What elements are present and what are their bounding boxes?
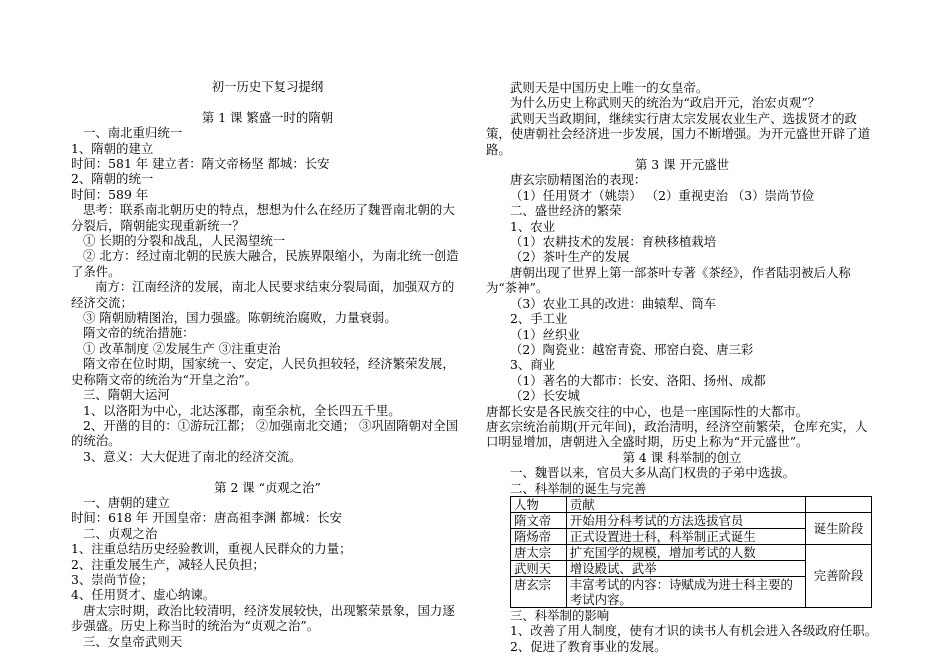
subsection-heading: 3、商业 <box>510 357 556 373</box>
table-cell-person: 隋炀帝 <box>511 528 567 544</box>
lesson-2-title: 第 2 课 “贞观之治” <box>214 479 321 495</box>
section-heading: 一、南北重归统一 <box>83 125 183 141</box>
left-column <box>71 79 464 649</box>
text-line: 1、以洛阳为中心，北达涿郡，南至余杭，全长四五千里。 <box>83 402 401 418</box>
document-title: 初一历史下复习提纲 <box>211 79 324 94</box>
text-line: 唐都长安是各民族交往的中心，也是一座国际性的大都市。 <box>486 403 809 419</box>
text-line: 4、任用贤才、虚心纳谏。 <box>71 587 216 603</box>
keju-table <box>510 496 872 608</box>
text-line: （1）农耕技术的发展：育秧移植栽培 <box>510 234 717 250</box>
section-heading: 一、魏晋以来，官员大多从高门权贵的子弟中选拔。 <box>510 465 795 481</box>
text-line: （2）长安城 <box>510 388 580 404</box>
text-line: 时间：589 年 <box>71 186 149 202</box>
text-line: 唐玄宗励精图治的表现： <box>510 172 647 188</box>
subsection-heading: 2、手工业 <box>510 311 568 327</box>
table-cell-contrib: 丰富考试的内容：诗赋成为进士科主要的考试内容。 <box>566 576 805 607</box>
section-heading: 三、科举制的影响 <box>510 607 610 623</box>
lesson-1-title: 第 1 课 繁盛一时的隋朝 <box>201 109 334 125</box>
table-row <box>511 544 872 560</box>
text-line: （3）农业工具的改进：曲辕犁、筒车 <box>510 295 717 311</box>
section-heading: 三、女皇帝武则天 <box>83 633 183 649</box>
table-cell-person: 唐太宗 <box>511 544 567 560</box>
table-row <box>511 512 872 528</box>
subsection-heading: 1、农业 <box>510 218 556 234</box>
table-header-cell: 贡献 <box>566 496 805 512</box>
table-header-row <box>511 496 872 512</box>
table-cell-contrib: 扩充国学的规模，增加考试的人数 <box>566 544 805 560</box>
paragraph: 武则天当政期间，继续实行唐太宗发展农业生产、选拔贤才的政策，使唐朝社会经济进一步发展，国力不断增强。为开元盛世开辟了道路。 <box>486 110 871 157</box>
text-line: 3、崇尚节俭； <box>71 571 154 587</box>
text-line: ① 改革制度 ②发展生产 ③注重吏治 <box>83 340 281 356</box>
lesson-4-title: 第 4 课 科举制的创立 <box>622 449 742 465</box>
table-cell-person: 武则天 <box>511 560 567 576</box>
text-line: 2、促进了教育事业的发展。 <box>510 638 667 654</box>
text-line: 时间：618 年 开国皇帝：唐高祖李渊 都城：长安 <box>71 510 342 526</box>
lesson-3-title: 第 3 课 开元盛世 <box>634 157 730 173</box>
table-cell-contrib: 开始用分科考试的方法选拔官员 <box>566 512 805 528</box>
text-line: （1）著名的大都市：长安、洛阳、扬州、成都 <box>510 372 766 388</box>
table-cell-contrib: 正式设置进士科，科举制正式诞生 <box>566 528 805 544</box>
table-header-cell: 人物 <box>511 496 567 512</box>
paragraph: 南方：江南经济的发展，南北人民要求结束分裂局面，加强双方的经济交流； <box>71 279 455 310</box>
section-heading: 二、贞观之治 <box>83 525 158 541</box>
paragraph: 思考：联系南北朝历史的特点，想想为什么在经历了魏晋南北朝的大分裂后，隋朝能实现重新统一？ <box>71 202 455 233</box>
section-heading: 一、唐朝的建立 <box>83 494 170 510</box>
text-line: 2、注重发展生产，减轻人民负担； <box>71 556 265 572</box>
section-heading: 二、科举制的诞生与完善 <box>510 480 647 496</box>
table-header-cell <box>806 496 872 512</box>
paragraph: 唐太宗时期，政治比较清明，经济发展较快，出现繁荣景象，国力逐步强盛。历史上称当时的统治为“贞观之治”。 <box>71 602 455 634</box>
stage-cell: 完善阶段 <box>806 544 872 607</box>
text-line: （2）陶瓷业：越窑青瓷、邢窑白瓷、唐三彩 <box>510 341 754 357</box>
text-line: 1、改善了用人制度，使有才识的读书人有机会进入各级政府任职。 <box>510 623 878 639</box>
text-line: 时间：581 年 建立者：隋文帝杨坚 都城：长安 <box>71 156 330 172</box>
paragraph: ② 北方：经过南北朝的民族大融合，民族界限缩小，为南北统一创造了条件。 <box>71 248 459 279</box>
section-heading: 二、盛世经济的繁荣 <box>510 203 622 219</box>
text-line: 1、注重总结历史经验教训，重视人民群众的力量； <box>71 541 352 557</box>
text-line: 为什么历史上称武则天的统治为“政启开元，治宏贞观”？ <box>510 95 821 111</box>
table-cell-contrib: 增设殿试、武举 <box>566 560 805 576</box>
text-line: （1）丝织业 <box>510 326 580 342</box>
table-cell-person: 唐玄宗 <box>511 576 567 607</box>
text-line: ① 长期的分裂和战乱，人民渴望统一 <box>83 233 286 249</box>
subsection-heading: 1、隋朝的建立 <box>71 140 154 156</box>
right-column <box>486 80 878 654</box>
paragraph: 唐朝出现了世界上第一部茶叶专著《茶经》，作者陆羽被后人称为“茶神”。 <box>486 264 851 296</box>
stage-cell: 诞生阶段 <box>806 512 872 544</box>
paragraph: 隋文帝在位时期，国家统一、安定，人民负担较轻，经济繁荣发展，史称隋文帝的统治为“开皇之治”。 <box>71 356 455 387</box>
text-line: （1）任用贤才（姚崇） （2）重视吏治 （3）崇尚节俭 <box>510 187 815 203</box>
text-line: 武则天是中国历史上唯一的女皇帝。 <box>510 80 709 95</box>
section-heading: 三、隋朝大运河 <box>83 387 170 403</box>
text-line: （2）茶叶生产的发展 <box>510 249 630 265</box>
paragraph: 2、开凿的目的：①游玩江都； ②加强南北交通； ③巩固隋朝对全国的统治。 <box>71 417 459 449</box>
paragraph: 唐玄宗统治前期(开元年间)，政治清明，经济空前繁荣，仓库充实，人口明显增加，唐朝进入全盛时期，历史上称为“开元盛世”。 <box>486 418 868 450</box>
text-line: 3、意义：大大促进了南北的经济交流。 <box>83 448 302 464</box>
text-line: ③ 隋朝励精图治，国力强盛。陈朝统治腐败，力量衰弱。 <box>83 310 397 326</box>
subsection-heading: 2、隋朝的统一 <box>71 171 154 187</box>
text-line: 隋文帝的统治措施： <box>83 325 195 341</box>
table-cell-person: 隋文帝 <box>511 512 567 528</box>
